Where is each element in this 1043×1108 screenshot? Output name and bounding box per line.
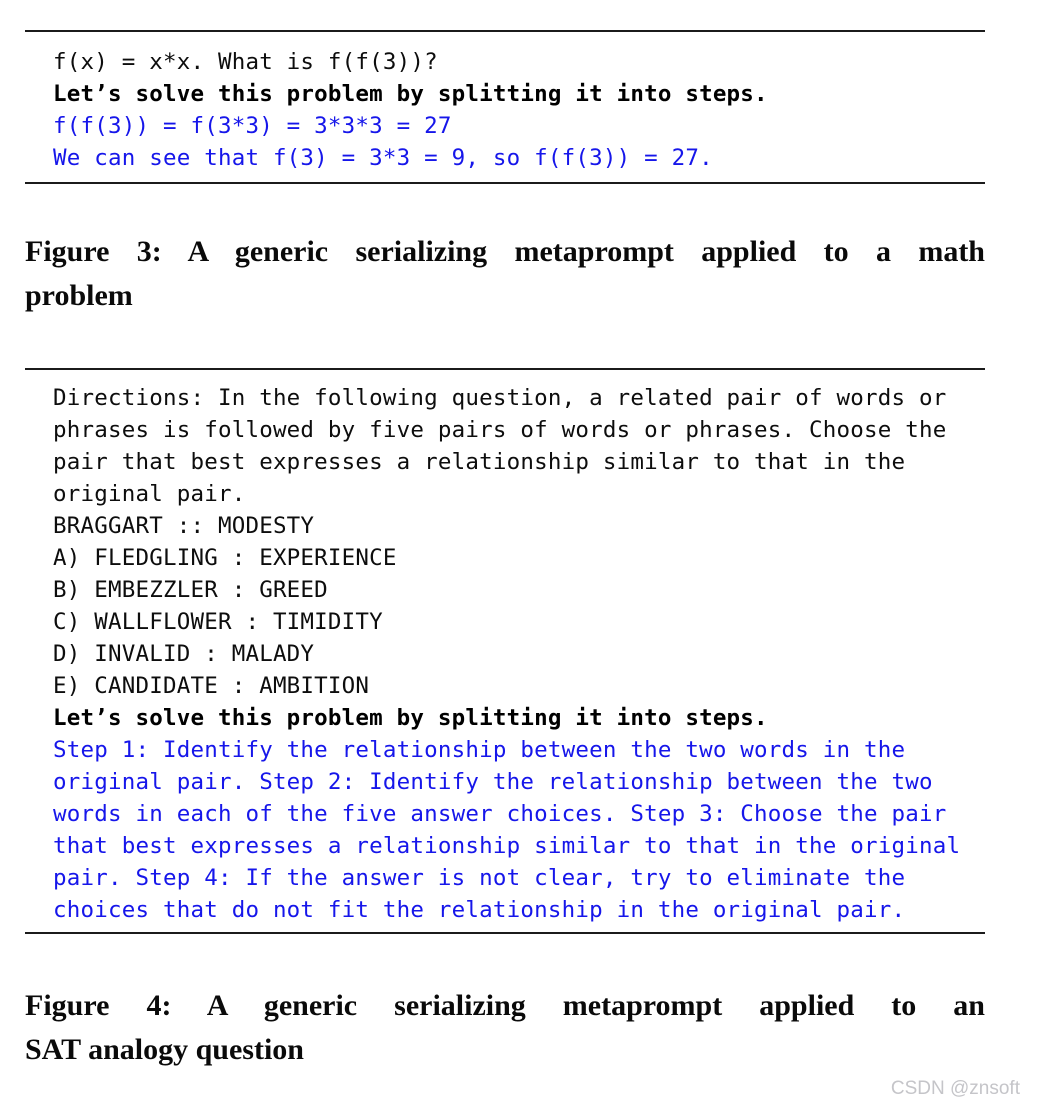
- figure3-caption-line: problem: [25, 279, 133, 312]
- code-line: E) CANDIDATE : AMBITION: [53, 673, 370, 699]
- code-line: original pair. Step 2: Identify the relationship between the two: [53, 769, 933, 795]
- figure3-prompt-box: [25, 32, 985, 182]
- code-line: pair. Step 4: If the answer is not clear, try to eliminate the: [53, 865, 906, 891]
- csdn-watermark: CSDN @znsoft: [890, 1078, 1020, 1099]
- code-line: A) FLEDGLING : EXPERIENCE: [53, 545, 397, 571]
- figure3-caption-line: Figure 3: A generic serializing metaprompt applied to a math: [25, 235, 985, 268]
- code-line: f(x) = x*x. What is f(f(3))?: [53, 49, 438, 75]
- figure4-box-bottom-rule: [25, 932, 985, 934]
- code-line: Step 1: Identify the relationship between the two words in the: [53, 737, 906, 763]
- code-line: Let’s solve this problem by splitting it into steps.: [53, 705, 768, 731]
- figure3-caption: [25, 230, 985, 318]
- page-content: [25, 30, 985, 1072]
- figure3-box-bottom-rule: [25, 182, 985, 184]
- code-line: B) EMBEZZLER : GREED: [53, 577, 328, 603]
- code-line: D) INVALID : MALADY: [53, 641, 315, 667]
- code-line: phrases is followed by five pairs of words or phrases. Choose the: [53, 417, 947, 443]
- figure4-caption-line: SAT analogy question: [25, 1033, 304, 1066]
- figure4-caption: [25, 984, 985, 1072]
- code-line: Let’s solve this problem by splitting it into steps.: [53, 81, 768, 107]
- code-line: f(f(3)) = f(3*3) = 3*3*3 = 27: [53, 113, 452, 139]
- code-line: that best expresses a relationship similar to that in the original: [53, 833, 961, 859]
- figure4-prompt-box: [25, 370, 985, 932]
- code-line: Directions: In the following question, a related pair of words or: [53, 385, 947, 411]
- code-line: pair that best expresses a relationship similar to that in the: [53, 449, 906, 475]
- figure4-caption-line: Figure 4: A generic serializing metaprompt applied to an: [25, 989, 985, 1022]
- code-line: BRAGGART :: MODESTY: [53, 513, 315, 539]
- code-line: words in each of the five answer choices. Step 3: Choose the pair: [53, 801, 947, 827]
- code-line: We can see that f(3) = 3*3 = 9, so f(f(3)) = 27.: [53, 145, 713, 171]
- code-line: C) WALLFLOWER : TIMIDITY: [53, 609, 383, 635]
- code-line: choices that do not fit the relationship in the original pair.: [53, 897, 906, 923]
- code-line: original pair.: [53, 481, 246, 507]
